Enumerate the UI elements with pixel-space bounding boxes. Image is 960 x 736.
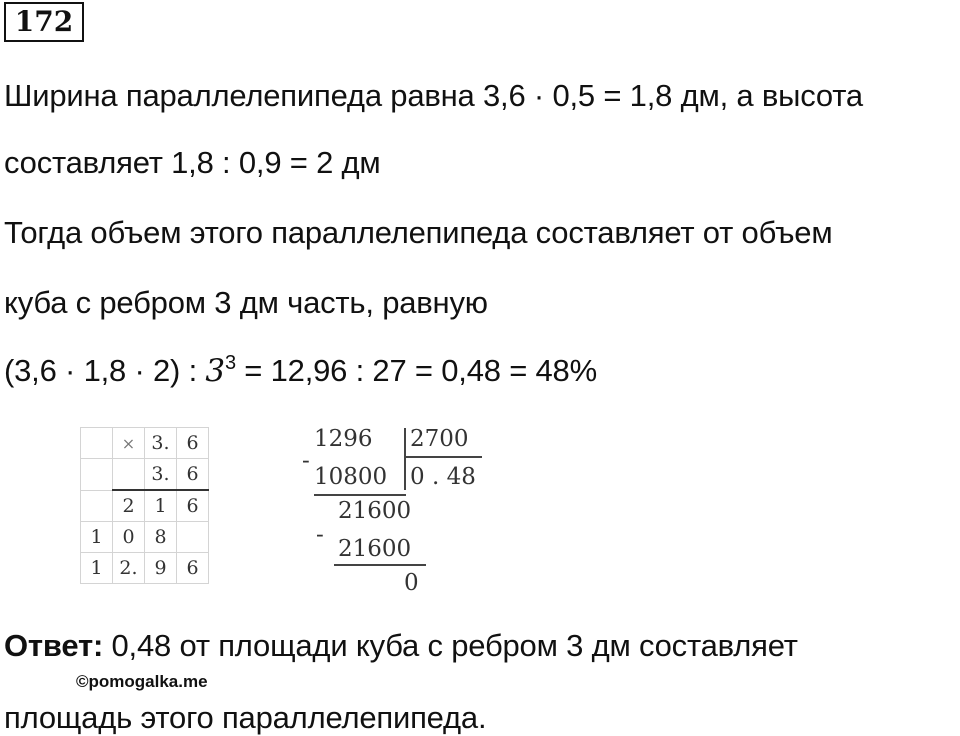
grid-cell: 6 [177,459,209,491]
divisor: 2700 [410,426,469,452]
formula-right: = 12,96 : 27 = 0,48 = 48% [235,353,597,388]
answer-text-1: 0,48 от площади куба с ребром 3 дм составляет [103,628,798,663]
grid-cell: 2. [113,553,145,584]
grid-row [81,522,209,553]
task-number: 172 [4,2,84,42]
grid-cell: 6 [177,428,209,459]
long-division [300,420,500,600]
grid-cell: 3. [145,459,177,491]
solution-line-1: Ширина параллелепипеда равна 3,6 · 0,5 = 1,8 дм, а высота [4,78,863,113]
grid-cell: 1 [81,522,113,553]
grid-row [81,428,209,459]
grid-cell [113,459,145,491]
grid-cell [81,459,113,491]
division-line-1 [314,494,406,496]
subtrahend-1: 10800 [314,464,388,490]
answer-line-1 [4,628,798,664]
minus-sign: - [316,522,324,548]
remainder-1: 21600 [338,498,412,524]
minus-sign: - [302,448,310,474]
multiplication-grid [80,427,209,584]
formula-left: (3,6 · 1,8 · 2) : [4,353,206,388]
grid-row [81,459,209,491]
grid-cell: 6 [177,553,209,584]
answer-label: Ответ: [4,628,104,663]
grid-cell [81,490,113,522]
quotient: 0 . 48 [410,464,476,490]
grid-row [81,553,209,584]
grid-cell [81,428,113,459]
formula-power-base: 3 [205,353,225,389]
grid-cell: 1 [81,553,113,584]
division-bracket-vertical [404,428,406,490]
grid-cell: 9 [145,553,177,584]
remainder-final: 0 [404,570,419,596]
grid-cell: 0 [113,522,145,553]
solution-line-4: куба с ребром 3 дм часть, равную [4,285,488,320]
grid-row [81,490,209,522]
subtrahend-2: 21600 [338,536,412,562]
division-bracket-horizontal [404,456,482,458]
watermark: ©pomogalka.me [76,672,208,691]
dividend: 1296 [314,426,373,452]
formula-exponent: 3 [224,352,236,374]
grid-cell: 1 [145,490,177,522]
solution-line-2: составляет 1,8 : 0,9 = 2 дм [4,145,381,180]
solution-formula-line [4,352,597,389]
grid-cell [177,522,209,553]
division-line-2 [334,564,426,566]
answer-line-2: площадь этого параллелепипеда. [4,700,487,735]
times-sign: × [113,428,145,459]
grid-cell: 3. [145,428,177,459]
grid-cell: 8 [145,522,177,553]
grid-cell: 6 [177,490,209,522]
grid-cell: 2 [113,490,145,522]
solution-line-3: Тогда объем этого параллелепипеда составляет от объем [4,215,833,250]
